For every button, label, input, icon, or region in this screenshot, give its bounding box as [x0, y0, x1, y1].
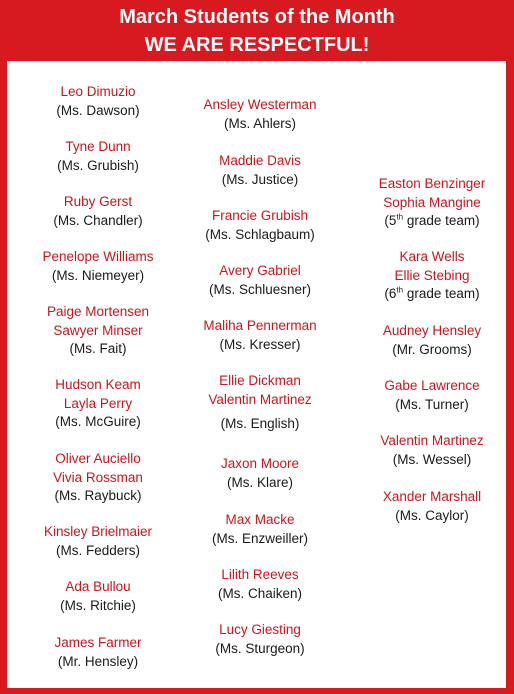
student-entry — [18, 303, 178, 359]
teacher-name: (Ms. Justice) — [221, 171, 299, 187]
student-entry — [180, 621, 340, 658]
student-name: Sophia Mangine — [383, 194, 481, 210]
teacher-name: (Ms. English) — [220, 416, 300, 431]
teacher-name: (5th grade team) — [384, 212, 480, 228]
student-name: Penelope Williams — [42, 249, 154, 264]
teacher-name: (Ms. Caylor) — [395, 507, 469, 523]
student-name: Leo Dimuzio — [60, 84, 136, 99]
student-name: James Farmer — [54, 635, 142, 650]
teacher-name: (Ms. Niemeyer) — [51, 267, 145, 283]
student-entry — [180, 96, 340, 133]
teacher-name: (Ms. Enzweiller) — [211, 530, 308, 546]
student-name: Avery Gabriel — [219, 263, 301, 278]
student-entry — [18, 248, 178, 285]
student-entry — [352, 432, 512, 469]
teacher-name: (Ms. McGuire) — [55, 414, 141, 429]
student-name: Valentin Martinez — [208, 391, 312, 407]
student-name: Easton Benzinger — [378, 176, 486, 191]
student-entry — [18, 376, 178, 432]
student-name: Kinsley Brielmaier — [43, 524, 153, 539]
student-name: Lucy Giesting — [219, 622, 301, 637]
student-entry — [18, 523, 178, 560]
teacher-name: (Ms. Grubish) — [57, 157, 139, 173]
teacher-name: (Ms. Chandler) — [53, 212, 143, 228]
student-name: Sawyer Minser — [53, 322, 143, 338]
student-entry — [18, 83, 178, 120]
teacher-name: (Ms. Fait) — [69, 341, 127, 356]
student-entry — [352, 248, 512, 304]
page-title: March Students of the Month — [119, 6, 395, 28]
student-entry — [352, 377, 512, 414]
student-name: Ellie Dickman — [219, 373, 301, 388]
student-name: Francie Grubish — [211, 208, 309, 223]
teacher-name: (Ms. Ritchie) — [60, 597, 136, 613]
student-entry — [18, 634, 178, 671]
student-entry — [352, 488, 512, 525]
student-entry — [180, 317, 340, 354]
student-name: Jaxon Moore — [220, 456, 300, 471]
student-name: Maliha Pennerman — [203, 318, 317, 333]
student-entry — [180, 511, 340, 548]
student-name: Ada Bullou — [65, 579, 131, 594]
student-entry — [18, 193, 178, 230]
student-name: Ruby Gerst — [63, 194, 133, 209]
student-entry — [352, 322, 512, 359]
student-name: Xander Marshall — [382, 489, 482, 504]
student-name: Ellie Stebing — [394, 267, 470, 283]
teacher-name: (Ms. Fedders) — [55, 542, 140, 558]
student-name: Layla Perry — [63, 395, 133, 411]
student-entry — [18, 578, 178, 615]
student-name: Oliver Auciello — [55, 451, 141, 466]
teacher-name: (Ms. Schlagbaum) — [205, 226, 315, 242]
student-name: Maddie Davis — [219, 153, 301, 168]
teacher-name: (Ms. Raybuck) — [54, 488, 142, 503]
teacher-name: (Ms. Wessel) — [392, 451, 472, 467]
teacher-name: (Ms. Ahlers) — [223, 115, 296, 131]
student-name: Max Macke — [225, 512, 295, 527]
student-name: Gabe Lawrence — [384, 378, 480, 393]
teacher-name: (Ms. Kresser) — [219, 336, 301, 352]
student-name: Ansley Westerman — [203, 97, 317, 112]
page-subtitle: WE ARE RESPECTFUL! — [144, 34, 370, 56]
student-name: Hudson Keam — [55, 377, 141, 392]
student-entry — [180, 152, 340, 189]
student-name: Lilith Reeves — [221, 567, 299, 582]
student-entry — [180, 207, 340, 244]
student-entry — [180, 262, 340, 299]
student-name: Audney Hensley — [382, 323, 482, 338]
teacher-name: (Ms. Schluesner) — [208, 281, 312, 297]
student-name: Valentin Martinez — [380, 433, 484, 448]
teacher-name: (Ms. Sturgeon) — [215, 640, 305, 656]
teacher-name: (Ms. Klare) — [226, 474, 293, 490]
teacher-name: (6th grade team) — [384, 285, 480, 301]
student-name: Tyne Dunn — [65, 139, 131, 154]
student-entry — [18, 450, 178, 506]
student-entry — [180, 566, 340, 603]
teacher-name: (Ms. Turner) — [395, 396, 469, 412]
teacher-name: (Ms. Dawson) — [56, 102, 140, 118]
student-entry — [352, 175, 512, 231]
teacher-name: (Ms. Chaiken) — [217, 585, 303, 601]
header-banner — [0, 0, 514, 60]
teacher-name: (Mr. Grooms) — [392, 341, 472, 357]
content-panel — [7, 61, 506, 688]
teacher-name: (Mr. Hensley) — [57, 653, 139, 669]
student-name: Kara Wells — [399, 249, 465, 264]
student-entry — [180, 372, 340, 434]
student-entry — [18, 138, 178, 175]
student-name: Paige Mortensen — [46, 304, 150, 319]
student-entry — [180, 455, 340, 492]
student-name: Vivia Rossman — [53, 469, 143, 485]
